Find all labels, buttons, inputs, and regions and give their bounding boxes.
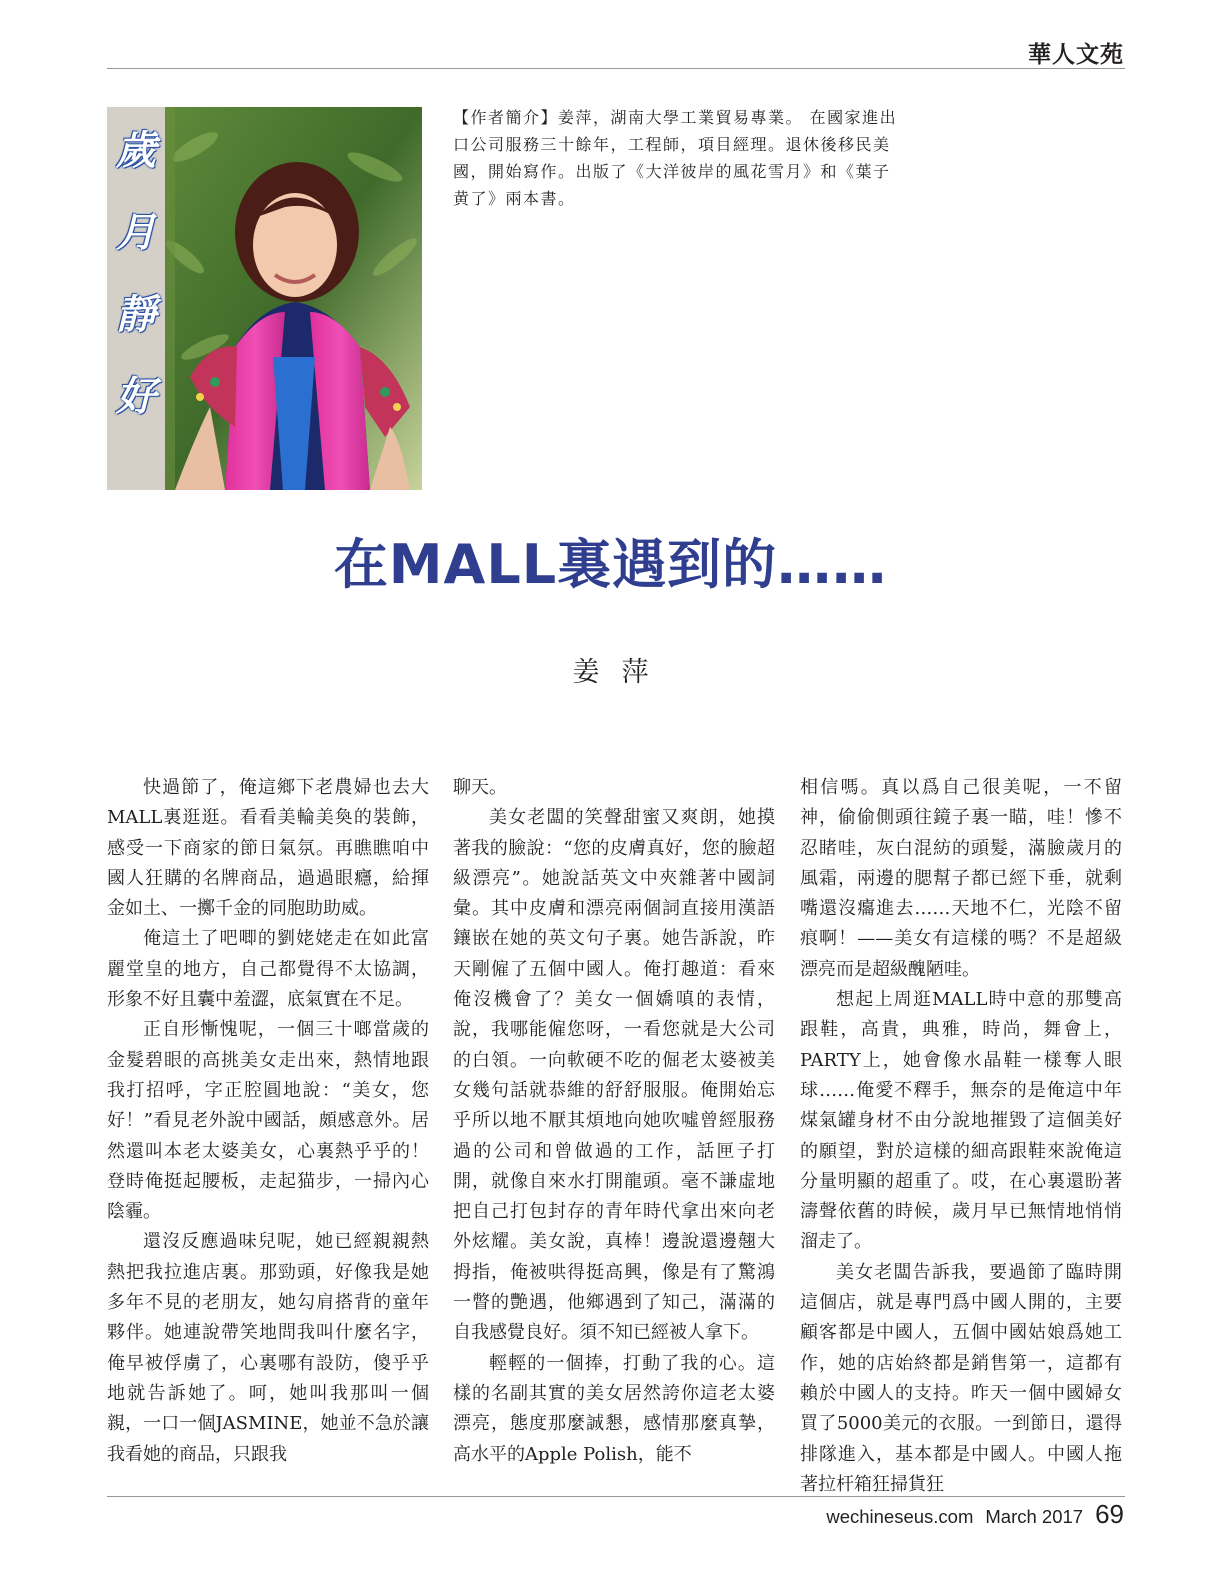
author-name: 姜萍 <box>572 657 671 688</box>
paragraph: 想起上周逛MALL時中意的那雙高跟鞋，高貴，典雅，時尚，舞會上，PARTY上，她會像水晶鞋一樣奪人眼球……俺愛不釋手，無奈的是俺這中年煤氣罐身材不由分說地摧毀了這個美好的願望，對於這樣的細高跟鞋來說俺這分量明顯的超重了。哎，在心裏還盼著濤聲依舊的時候，歲月早已無情地悄悄溜走了。 <box>800 989 1122 1253</box>
author-photo <box>165 107 422 490</box>
header-rule <box>107 68 1125 69</box>
paragraph: 輕輕的一個捧，打動了我的心。這樣的名副其實的美女居然誇你這老太婆漂亮，態度那麼誠懇，感情那麼真摯，高水平的Apple Polish，能不 <box>453 1352 775 1465</box>
author-photo-panel <box>107 107 422 490</box>
section-title: 華人文苑 <box>1028 41 1124 68</box>
page-number: 69 <box>1095 1499 1124 1529</box>
paragraph: 相信嗎。真以爲自己很美呢，一不留神，偷偷側頭往鏡子裏一瞄，哇！慘不忍睹哇，灰白混紡的頭髮，滿臉歲月的風霜，兩邊的腮幫子都已經下垂，就剩嘴還沒癟進去……天地不仁，光陰不留痕啊！——美女有這樣的嗎？不是超級漂亮而是超級醜陋哇。 <box>800 777 1122 980</box>
paragraph: 快過節了，俺這鄉下老農婦也去大MALL裏逛逛。看看美輪美奐的裝飾，感受一下商家的節日氣氛。再瞧瞧咱中國人狂購的名牌商品，過過眼癮，給揮金如土、一擲千金的同胞助助威。 <box>107 777 429 920</box>
author-bio: 【作者簡介】姜萍，湖南大學工業貿易專業。 在國家進出口公司服務三十餘年，工程師，項目經理。退休後移民美國，開始寫作。出版了《大洋彼岸的風花雪月》和《葉子黄了》兩本書。 <box>453 108 898 208</box>
footer-website: wechineseus.com <box>826 1506 974 1527</box>
paragraph: 俺這土了吧唧的劉姥姥走在如此富麗堂皇的地方，自己都覺得不太協調，形象不好且囊中羞澀，底氣實在不足。 <box>107 928 429 1011</box>
article-column-1 <box>107 773 429 1470</box>
page-footer <box>826 1496 1124 1530</box>
series-caption-char: 靜 <box>116 291 156 338</box>
paragraph: 美女老闆告訴我，要過節了臨時開這個店，就是專門爲中國人開的，主要顧客都是中國人，五個中國姑娘爲她工作，她的店始終都是銷售第一，這都有賴於中國人的支持。昨天一個中國婦女買了5000美元的衣服。一到節日，還得排隊進入，基本都是中國人。中國人拖著拉杆箱狂掃貨狂 <box>800 1261 1122 1495</box>
article-column-2 <box>453 773 775 1470</box>
series-caption <box>107 107 165 490</box>
paragraph: 正自形慚愧呢，一個三十啷當歲的金髮碧眼的高挑美女走出來，熱情地跟我打招呼，字正腔圓地說：“美女，您好！”看見老外說中國話，頗感意外。居然還叫本老太婆美女，心裏熱乎乎的！登時俺挺起腰板，走起猫步，一掃內心陰霾。 <box>107 1019 429 1223</box>
article-column-3 <box>800 773 1122 1500</box>
series-caption-char: 好 <box>116 373 156 420</box>
footer-issue-date: March 2017 <box>985 1506 1084 1527</box>
series-caption-char: 歲 <box>116 127 156 174</box>
article-title: 在MALL裏遇到的…… <box>333 533 888 596</box>
paragraph: 美女老闆的笑聲甜蜜又爽朗，她摸著我的臉說：“您的皮膚真好，您的臉超級漂亮”。她說話英文中夾雜著中國詞彙。其中皮膚和漂亮兩個詞直接用漢語鑲嵌在她的英文句子裏。她告訴說，昨天剛僱了五個中國人。俺打趣道：看來俺沒機會了？美女一個嬌嗔的表情，說，我哪能僱您呀，一看您就是大公司的白領。一向軟硬不吃的倔老太婆被美女幾句話就恭維的舒舒服服。俺開始忘乎所以地不厭其煩地向她吹噓曾經服務過的公司和曾做過的工作，話匣子打開，就像自來水打開龍頭。毫不謙虛地把自己打包封存的青年時代拿出來向老外炫耀。美女說，真棒！邊說還邊翹大拇指，俺被哄得挺高興，像是有了驚鴻一瞥的艷遇，他鄉遇到了知己，滿滿的自我感覺良好。須不知已經被人拿下。 <box>453 807 775 1344</box>
series-caption-char: 月 <box>116 209 156 256</box>
paragraph: 聊天。 <box>453 777 507 798</box>
paragraph: 還沒反應過味兒呢，她已經親親熱熱把我拉進店裏。那勁頭，好像我是她多年不見的老朋友，她勾肩搭背的童年夥伴。她連說帶笑地問我叫什麼名字，俺早被俘虜了，心裏哪有設防，傻乎乎地就告訴她了。呵，她叫我那叫一個親，一口一個JASMINE，她並不急於讓我看她的商品，只跟我 <box>107 1231 429 1465</box>
